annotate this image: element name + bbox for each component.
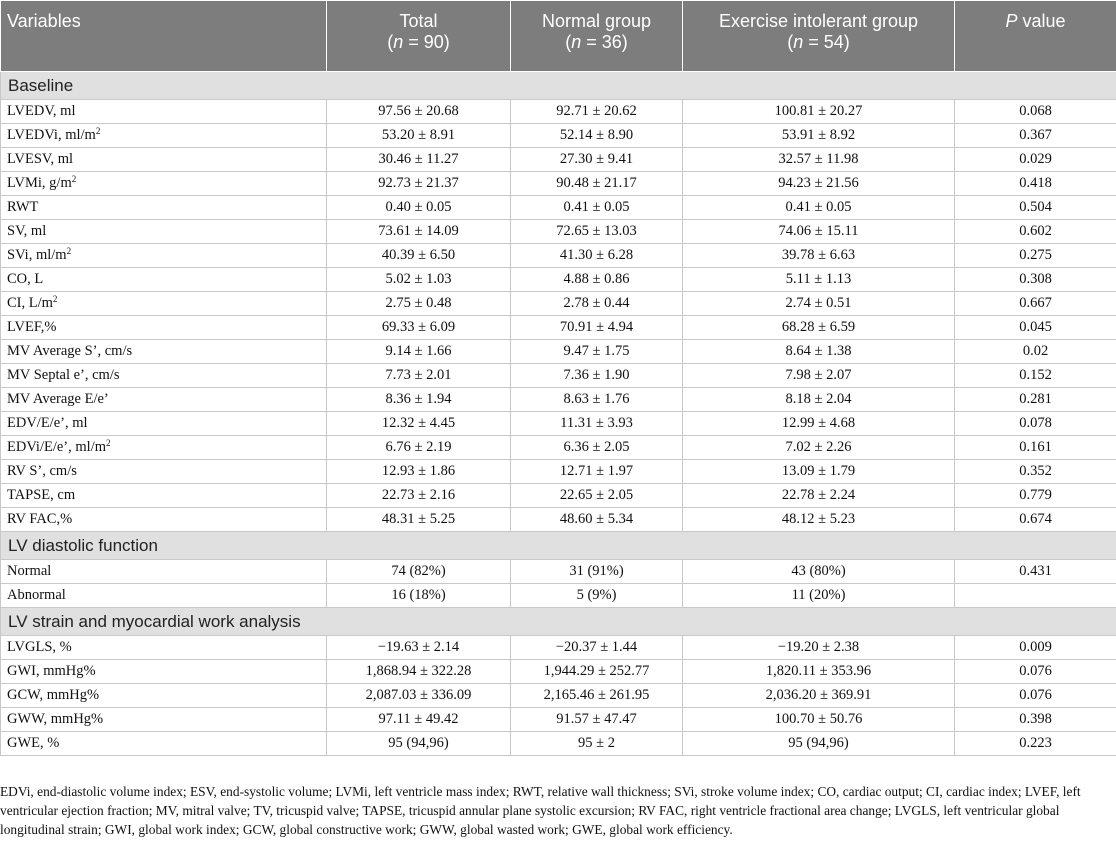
table-row [1,172,1116,196]
variable-label: LVGLS, % [7,639,72,655]
p-value-cell: 0.674 [955,508,1116,532]
unit-superscript: 2 [71,174,77,184]
normal-group-cell: 95 ± 2 [511,732,683,756]
n-equals: = [403,32,424,52]
normal-group-cell: 4.88 ± 0.86 [511,268,683,292]
variable-cell [1,412,327,436]
exercise-group-cell: 48.12 ± 5.23 [683,508,955,532]
normal-group-cell: 8.63 ± 1.76 [511,388,683,412]
p-value-cell: 0.009 [955,636,1116,660]
variable-cell [1,560,327,584]
variable-cell [1,316,327,340]
variable-label: SVi, ml/m [7,247,67,263]
p-value-label: value [1017,11,1066,31]
variable-cell [1,584,327,608]
table-row [1,292,1116,316]
variable-label: GWI, mmHg% [7,663,96,679]
variable-cell [1,660,327,684]
total-cell: 16 (18%) [327,584,511,608]
total-cell: 22.73 ± 2.16 [327,484,511,508]
section-title: LV strain and myocardial work analysis [1,608,1116,636]
variable-cell [1,436,327,460]
p-value-cell: 0.152 [955,364,1116,388]
p-value-cell: 0.076 [955,660,1116,684]
table-row [1,636,1116,660]
variable-label: LVEDVi, ml/m [7,127,96,143]
variable-label: MV Average E/e’ [7,391,109,407]
table-row [1,388,1116,412]
unit-superscript: 2 [106,438,111,448]
normal-group-cell: 6.36 ± 2.05 [511,436,683,460]
total-cell: 6.76 ± 2.19 [327,436,511,460]
p-value-cell: 0.431 [955,560,1116,584]
unit-superscript: 2 [95,126,101,136]
variable-cell [1,292,327,316]
variable-label: Normal [7,563,52,579]
variable-cell [1,732,327,756]
table-row [1,584,1116,608]
table-row [1,244,1116,268]
variable-cell [1,708,327,732]
normal-group-cell: 11.31 ± 3.93 [511,412,683,436]
total-cell: 12.32 ± 4.45 [327,412,511,436]
variable-cell [1,364,327,388]
total-cell: 69.33 ± 6.09 [327,316,511,340]
variable-label: CI, L/m [7,295,53,311]
variable-cell [1,148,327,172]
total-cell: 2.75 ± 0.48 [327,292,511,316]
variable-label: LVMi, g/m [7,175,72,191]
header-exercise-n: 54 [823,32,844,52]
n-symbol: n [571,32,582,52]
p-symbol: P [1005,11,1018,31]
variable-label: MV Septal e’, cm/s [7,367,120,383]
total-cell: 97.11 ± 49.42 [327,708,511,732]
total-cell: 92.73 ± 21.37 [327,172,511,196]
variable-cell [1,508,327,532]
table-row [1,460,1116,484]
table-row [1,708,1116,732]
table-row [1,660,1116,684]
header-exercise: Exercise intolerant group (n = 54) [683,1,955,72]
exercise-group-cell: 53.91 ± 8.92 [683,124,955,148]
table-row [1,484,1116,508]
table-row [1,560,1116,584]
exercise-group-cell: 22.78 ± 2.24 [683,484,955,508]
exercise-group-cell: 100.81 ± 20.27 [683,100,955,124]
total-cell: −19.63 ± 2.14 [327,636,511,660]
n-equals: = [803,32,824,52]
table-row [1,732,1116,756]
normal-group-cell: −20.37 ± 1.44 [511,636,683,660]
variable-cell [1,388,327,412]
p-value-cell: 0.308 [955,268,1116,292]
normal-group-cell: 22.65 ± 2.05 [511,484,683,508]
total-cell: 74 (82%) [327,560,511,584]
table-row [1,684,1116,708]
total-cell: 8.36 ± 1.94 [327,388,511,412]
header-normal: Normal group (n = 36) [511,1,683,72]
normal-group-cell: 2,165.46 ± 261.95 [511,684,683,708]
variable-cell [1,244,327,268]
variable-cell [1,196,327,220]
exercise-group-cell: 13.09 ± 1.79 [683,460,955,484]
exercise-group-cell: 32.57 ± 11.98 [683,148,955,172]
variable-label: LVESV, ml [7,151,74,167]
exercise-group-cell: 11 (20%) [683,584,955,608]
exercise-group-cell: 8.64 ± 1.38 [683,340,955,364]
exercise-group-cell: 1,820.11 ± 353.96 [683,660,955,684]
header-total: Total (n = 90) [327,1,511,72]
exercise-group-cell: 74.06 ± 15.11 [683,220,955,244]
normal-group-cell: 9.47 ± 1.75 [511,340,683,364]
variable-label: GWE, % [7,735,60,751]
variable-cell [1,340,327,364]
total-cell: 5.02 ± 1.03 [327,268,511,292]
table-row [1,364,1116,388]
p-value-cell [955,584,1116,608]
total-cell: 53.20 ± 8.91 [327,124,511,148]
table-row [1,316,1116,340]
p-value-cell: 0.281 [955,388,1116,412]
normal-group-cell: 5 (9%) [511,584,683,608]
normal-group-cell: 70.91 ± 4.94 [511,316,683,340]
total-cell: 2,087.03 ± 336.09 [327,684,511,708]
p-value-cell: 0.352 [955,460,1116,484]
total-cell: 12.93 ± 1.86 [327,460,511,484]
total-cell: 9.14 ± 1.66 [327,340,511,364]
p-value-cell: 0.667 [955,292,1116,316]
normal-group-cell: 7.36 ± 1.90 [511,364,683,388]
exercise-group-cell: 68.28 ± 6.59 [683,316,955,340]
exercise-group-cell: 0.41 ± 0.05 [683,196,955,220]
exercise-group-cell: 95 (94,96) [683,732,955,756]
header-normal-label: Normal group [541,11,652,31]
n-symbol: n [793,32,804,52]
variable-label: RV S’, cm/s [7,463,77,479]
normal-group-cell: 52.14 ± 8.90 [511,124,683,148]
variable-label: RWT [7,199,39,215]
total-cell: 1,868.94 ± 322.28 [327,660,511,684]
table-row [1,508,1116,532]
table-row [1,268,1116,292]
header-p-value [955,1,1116,72]
header-total-n: 90 [423,32,444,52]
table-row [1,100,1116,124]
p-value-cell: 0.029 [955,148,1116,172]
header-variables [1,1,327,72]
total-cell: 95 (94,96) [327,732,511,756]
p-value-cell: 0.779 [955,484,1116,508]
exercise-group-cell: 94.23 ± 21.56 [683,172,955,196]
variable-label: Abnormal [7,587,66,603]
normal-group-cell: 1,944.29 ± 252.77 [511,660,683,684]
p-value-cell: 0.078 [955,412,1116,436]
section-row [1,608,1116,636]
total-cell: 30.46 ± 11.27 [327,148,511,172]
section-title: Baseline [1,72,1116,100]
variable-cell [1,684,327,708]
exercise-group-cell: 8.18 ± 2.04 [683,388,955,412]
exercise-group-cell: 12.99 ± 4.68 [683,412,955,436]
table-row [1,412,1116,436]
header-total-label: Total [399,11,438,31]
total-cell: 40.39 ± 6.50 [327,244,511,268]
exercise-group-cell: 2.74 ± 0.51 [683,292,955,316]
p-value-cell: 0.223 [955,732,1116,756]
unit-superscript: 2 [66,246,72,256]
variable-cell [1,484,327,508]
p-value-cell: 0.367 [955,124,1116,148]
normal-group-cell: 27.30 ± 9.41 [511,148,683,172]
table-row [1,124,1116,148]
p-value-cell: 0.161 [955,436,1116,460]
header-row [1,1,1116,72]
n-symbol: n [393,32,404,52]
n-equals: = [581,32,602,52]
normal-group-cell: 92.71 ± 20.62 [511,100,683,124]
normal-group-cell: 41.30 ± 6.28 [511,244,683,268]
normal-group-cell: 72.65 ± 13.03 [511,220,683,244]
total-cell: 0.40 ± 0.05 [327,196,511,220]
variable-cell [1,220,327,244]
p-value-cell: 0.398 [955,708,1116,732]
variable-label: EDV/E/e’, ml [7,415,88,431]
p-value-cell: 0.076 [955,684,1116,708]
total-cell: 48.31 ± 5.25 [327,508,511,532]
p-value-cell: 0.045 [955,316,1116,340]
header-exercise-label: Exercise intolerant group [718,11,919,31]
p-value-cell: 0.602 [955,220,1116,244]
variable-label: EDVi/E/e’, ml/m [7,439,107,455]
variable-label: MV Average S’, cm/s [7,343,133,359]
exercise-group-cell: −19.20 ± 2.38 [683,636,955,660]
table-row [1,196,1116,220]
normal-group-cell: 48.60 ± 5.34 [511,508,683,532]
exercise-group-cell: 5.11 ± 1.13 [683,268,955,292]
unit-superscript: 2 [52,294,58,304]
total-cell: 97.56 ± 20.68 [327,100,511,124]
variable-label: CO, L [7,271,44,287]
exercise-group-cell: 43 (80%) [683,560,955,584]
header-normal-n: 36 [601,32,622,52]
exercise-group-cell: 7.02 ± 2.26 [683,436,955,460]
header-variables-label: Variables [7,11,81,31]
exercise-group-cell: 2,036.20 ± 369.91 [683,684,955,708]
variable-label: GWW, mmHg% [7,711,104,727]
normal-group-cell: 90.48 ± 21.17 [511,172,683,196]
exercise-group-cell: 39.78 ± 6.63 [683,244,955,268]
variable-label: GCW, mmHg% [7,687,100,703]
table-row [1,436,1116,460]
variable-cell [1,636,327,660]
table-footnote: EDVi, end-diastolic volume index; ESV, end-systolic volume; LVMi, left ventricle mass index; RWT, relative wall thickness; SVi, stroke volume index; CO, cardiac output; CI, cardiac index; LVEF, left ventricular ejection fraction; MV, mitral valve; TV, tricuspid valve; TAPSE, tricuspid annular plane systolic excursion; RV FAC, right ventricle fractional area change; LVGLS, left ventricular global longitudinal strain; GWI, global work index; GCW, global constructive work; GWW, global wasted work; GWE, global work efficiency. [0,784,1081,837]
section-row [1,72,1116,100]
normal-group-cell: 2.78 ± 0.44 [511,292,683,316]
normal-group-cell: 0.41 ± 0.05 [511,196,683,220]
section-title: LV diastolic function [1,532,1116,560]
variable-cell [1,460,327,484]
variable-label: TAPSE, cm [7,487,76,503]
exercise-group-cell: 7.98 ± 2.07 [683,364,955,388]
variable-label: SV, ml [7,223,47,239]
p-value-cell: 0.02 [955,340,1116,364]
table-row [1,148,1116,172]
total-cell: 7.73 ± 2.01 [327,364,511,388]
variable-label: LVEDV, ml [7,103,76,119]
normal-group-cell: 12.71 ± 1.97 [511,460,683,484]
p-value-cell: 0.275 [955,244,1116,268]
p-value-cell: 0.418 [955,172,1116,196]
variable-cell [1,124,327,148]
exercise-group-cell: 100.70 ± 50.76 [683,708,955,732]
variable-cell [1,172,327,196]
table-body [1,72,1116,756]
p-value-cell: 0.068 [955,100,1116,124]
table-row [1,220,1116,244]
total-cell: 73.61 ± 14.09 [327,220,511,244]
normal-group-cell: 31 (91%) [511,560,683,584]
variable-cell [1,268,327,292]
table-row [1,340,1116,364]
section-row [1,532,1116,560]
normal-group-cell: 91.57 ± 47.47 [511,708,683,732]
variable-cell [1,100,327,124]
variable-label: RV FAC,% [7,511,73,527]
p-value-cell: 0.504 [955,196,1116,220]
variable-label: LVEF,% [7,319,57,335]
